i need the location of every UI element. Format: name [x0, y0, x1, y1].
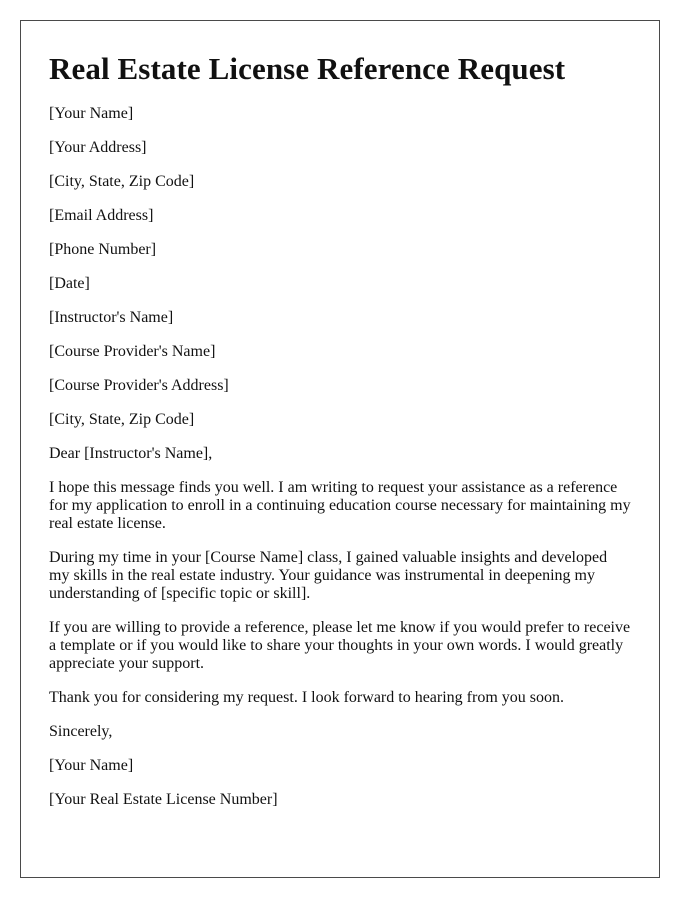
letter-date: [Date]	[49, 275, 90, 292]
salutation: Dear [Instructor's Name],	[49, 445, 213, 462]
recipient-provider-address: [Course Provider's Address]	[49, 377, 229, 394]
sender-phone: [Phone Number]	[49, 241, 157, 258]
sender-name: [Your Name]	[49, 105, 134, 122]
body-paragraph-experience: During my time in your [Course Name] class, I gained valuable insights and developed my skills in the real estate industry. Your guidance was instrumental in deepening my understanding of [specific topic or skill].	[49, 549, 608, 602]
closing: Sincerely,	[49, 723, 113, 740]
license-number: [Your Real Estate License Number]	[49, 791, 278, 808]
body-paragraph-request: If you are willing to provide a reference, please let me know if you would prefer to receive a template or if you would like to share your thoughts in your own words. I would greatly appreciate your support.	[49, 619, 631, 672]
body-paragraph-thanks: Thank you for considering my request. I look forward to hearing from you soon.	[49, 689, 564, 706]
body-paragraph-intro: I hope this message finds you well. I am writing to request your assistance as a reference for my application to enroll in a continuing education course necessary for maintaining my real estate license.	[49, 479, 631, 532]
recipient-name: [Instructor's Name]	[49, 309, 174, 326]
recipient-course-provider: [Course Provider's Name]	[49, 343, 216, 360]
signature-name: [Your Name]	[49, 757, 134, 774]
sender-city-state-zip: [City, State, Zip Code]	[49, 173, 195, 190]
sender-address: [Your Address]	[49, 139, 147, 156]
recipient-city-state-zip: [City, State, Zip Code]	[49, 411, 195, 428]
letter-page	[20, 20, 660, 878]
letter-title: Real Estate License Reference Request	[49, 51, 566, 86]
sender-email: [Email Address]	[49, 207, 154, 224]
